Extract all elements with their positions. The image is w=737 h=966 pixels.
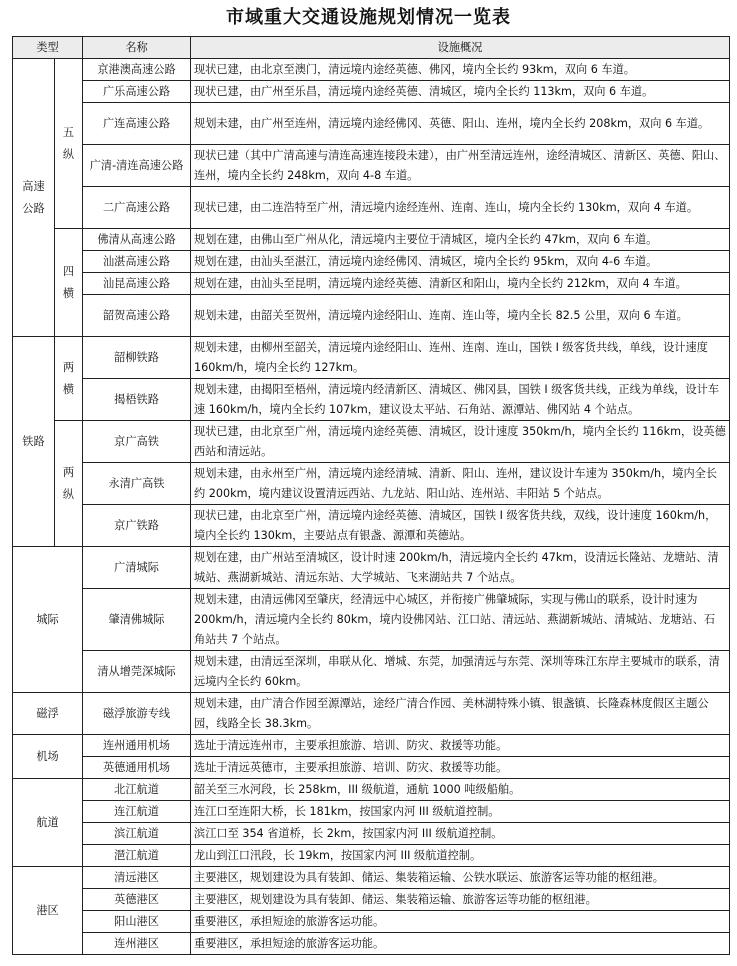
category-label: 磁浮 — [36, 706, 59, 720]
category-railway — [13, 337, 55, 547]
facility-desc: 规划未建，由揭阳至梧州，清远境内经清新区、清城区、佛冈县，国铁 I 级客货共线，正线为单线，设计车速 160km/h，境内全长约 107km，建议设太平站、石角站、源潭站、佛冈站 4 个站点。 — [191, 379, 730, 421]
category-label: 航道 — [36, 815, 59, 829]
table-row — [13, 589, 730, 651]
facility-desc: 重要港区，承担短途的旅游客运功能。 — [191, 911, 730, 933]
table-row — [13, 933, 730, 955]
facility-name: 韶柳铁路 — [83, 337, 191, 379]
header-name: 名称 — [83, 37, 191, 59]
facility-desc: 规划未建，由清远至深圳，串联从化、增城、东莞，加强清远与东莞、深圳等珠江东岸主要城市的联系，清远境内全长约 60km。 — [191, 651, 730, 693]
category-label: 机场 — [36, 749, 59, 763]
facility-name: 汕昆高速公路 — [83, 273, 191, 295]
table-row — [13, 867, 730, 889]
table-row — [13, 81, 730, 103]
facility-desc: 现状已建，由二连浩特至广州，清远境内途经连州、连南、连山，境内全长约 130km，双向 4 车道。 — [191, 187, 730, 229]
facility-name: 英德港区 — [83, 889, 191, 911]
table-row — [13, 273, 730, 295]
facility-name: 广连高速公路 — [83, 103, 191, 145]
facility-name: 揭梧铁路 — [83, 379, 191, 421]
facility-name: 汕湛高速公路 — [83, 251, 191, 273]
table-row — [13, 337, 730, 379]
document-title: 市域重大交通设施规划情况一览表 — [226, 7, 511, 28]
header-type: 类型 — [13, 37, 83, 59]
facility-name: 广清城际 — [83, 547, 191, 589]
facility-name: 滨江航道 — [83, 823, 191, 845]
facility-desc: 连江口至连阳大桥，长 181km，按国家内河 III 级航道控制。 — [191, 801, 730, 823]
table-row — [13, 421, 730, 463]
table-row — [13, 889, 730, 911]
table-row — [13, 735, 730, 757]
facility-desc: 现状已建，由广州至乐昌，清远境内途经英德、清城区，境内全长约 113km，双向 6 车道。 — [191, 81, 730, 103]
category-intercity — [13, 547, 83, 693]
table-row — [13, 379, 730, 421]
facility-name: 韶贺高速公路 — [83, 295, 191, 337]
table-row — [13, 845, 730, 867]
category-highway — [13, 59, 55, 337]
facility-name: 阳山港区 — [83, 911, 191, 933]
category-label: 港区 — [36, 903, 59, 917]
table-row — [13, 547, 730, 589]
table-row — [13, 251, 730, 273]
table-header-row — [13, 37, 730, 59]
facility-table — [12, 36, 730, 955]
table-row — [13, 757, 730, 779]
table-row — [13, 103, 730, 145]
category-label: 高速公路 — [22, 179, 45, 215]
table-row — [13, 229, 730, 251]
table-row — [13, 693, 730, 735]
facility-name: 磁浮旅游专线 — [83, 693, 191, 735]
table-row — [13, 801, 730, 823]
subgroup-label: 四横 — [62, 264, 75, 300]
table-row — [13, 651, 730, 693]
category-airport — [13, 735, 83, 779]
table-row — [13, 187, 730, 229]
facility-desc: 规划在建，由佛山至广州从化，清远境内主要位于清城区，境内全长约 47km，双向 6 车道。 — [191, 229, 730, 251]
facility-desc: 规划在建，由广州站至清城区，设计时速 200km/h，清远境内全长约 47km，设清远长隆站、龙塘站、清城站、燕湖新城站、清远东站、大学城站、飞来湖站共 7 个站点。 — [191, 547, 730, 589]
facility-desc: 规划未建，由广州至连州，清远境内途经佛冈、英德、阳山、连州，境内全长约 208km，双向 6 车道。 — [191, 103, 730, 145]
header-desc: 设施概况 — [191, 37, 730, 59]
facility-name: 连州港区 — [83, 933, 191, 955]
subgroup-liangheng — [55, 337, 83, 421]
facility-desc: 规划在建，由汕头至昆明，清远境内途经英德、清新区和阳山，境内全长约 212km，双向 4 车道。 — [191, 273, 730, 295]
table-row — [13, 911, 730, 933]
facility-name: 肇清佛城际 — [83, 589, 191, 651]
facility-name: 广乐高速公路 — [83, 81, 191, 103]
facility-name: 连州通用机场 — [83, 735, 191, 757]
table-row — [13, 463, 730, 505]
category-port — [13, 867, 83, 955]
category-waterway — [13, 779, 83, 867]
category-label: 铁路 — [22, 434, 45, 448]
subgroup-siheng — [55, 229, 83, 337]
facility-desc: 滨江口至 354 省道桥，长 2km，按国家内河 III 级航道控制。 — [191, 823, 730, 845]
facility-name: 京广铁路 — [83, 505, 191, 547]
facility-desc: 现状已建，由北京至广州，清远境内途经英德、清城区，国铁 I 级客货共线，双线，设计速度 160km/h，境内全长约 130km，主要站点有银盏、源潭和英德站。 — [191, 505, 730, 547]
facility-desc: 规划未建，由柳州至韶关，清远境内途经阳山、连州、连南、连山，国铁 I 级客货共线，单线，设计速度 160km/h，境内全长约 127km。 — [191, 337, 730, 379]
table-row — [13, 295, 730, 337]
facility-desc: 主要港区，规划建设为具有装卸、储运、集装箱运输、旅游客运等功能的枢纽港。 — [191, 889, 730, 911]
table-row — [13, 59, 730, 81]
facility-desc: 主要港区，规划建设为具有装卸、储运、集装箱运输、公铁水联运、旅游客运等功能的枢纽港。 — [191, 867, 730, 889]
facility-name: 京广高铁 — [83, 421, 191, 463]
subgroup-label: 两横 — [62, 360, 75, 396]
facility-desc: 现状已建（其中广清高速与清连高速连接段未建），由广州至清远连州，途经清城区、清新区、英德、阳山、连州，境内全长约 248km，双向 4-8 车道。 — [191, 145, 730, 187]
facility-desc: 现状已建，由北京至澳门，清远境内途经英德、佛冈，境内全长约 93km，双向 6 车道。 — [191, 59, 730, 81]
subgroup-wuzong — [55, 59, 83, 229]
facility-name: 清远港区 — [83, 867, 191, 889]
facility-desc: 选址于清远连州市，主要承担旅游、培训、防灾、救援等功能。 — [191, 735, 730, 757]
facility-name: 北江航道 — [83, 779, 191, 801]
facility-desc: 规划未建，由广清合作园至源潭站，途经广清合作园、美林湖特殊小镇、银盏镇、长隆森林度假区主题公园，线路全长 38.3km。 — [191, 693, 730, 735]
facility-name: 清从增莞深城际 — [83, 651, 191, 693]
facility-name: 永清广高铁 — [83, 463, 191, 505]
facility-name: 京港澳高速公路 — [83, 59, 191, 81]
facility-name: 连江航道 — [83, 801, 191, 823]
table-row — [13, 823, 730, 845]
table-row — [13, 145, 730, 187]
facility-desc: 重要港区，承担短途的旅游客运功能。 — [191, 933, 730, 955]
facility-desc: 现状已建，由北京至广州，清远境内途经英德、清城区，设计速度 350km/h，境内全长约 116km，设英德西站和清远站。 — [191, 421, 730, 463]
subgroup-liangzong — [55, 421, 83, 547]
facility-desc: 规划未建，由清远佛冈至肇庆，经清远中心城区，并衔接广佛肇城际，实现与佛山的联系，设计时速为 200km/h，清远境内全长约 80km，境内设佛冈站、江口站、清远站、燕湖新城站、清城站、龙塘站、石角站共 7 个站点。 — [191, 589, 730, 651]
facility-desc: 韶关至三水河段，长 258km，III 级航道，通航 1000 吨级船舶。 — [191, 779, 730, 801]
category-label: 城际 — [36, 612, 59, 626]
category-maglev — [13, 693, 83, 735]
facility-desc: 规划在建，由汕头至湛江，清远境内途经佛冈、清城区，境内全长约 95km，双向 4-6 车道。 — [191, 251, 730, 273]
facility-name: 广清-清连高速公路 — [83, 145, 191, 187]
table-row — [13, 779, 730, 801]
subgroup-label: 两纵 — [62, 465, 75, 501]
table-row — [13, 505, 730, 547]
facility-desc: 规划未建，由韶关至贺州，清远境内途经阳山、连南、连山等，境内全长 82.5 公里，双向 6 车道。 — [191, 295, 730, 337]
facility-name: 二广高速公路 — [83, 187, 191, 229]
facility-desc: 选址于清远英德市，主要承担旅游、培训、防灾、救援等功能。 — [191, 757, 730, 779]
facility-name: 英德通用机场 — [83, 757, 191, 779]
subgroup-label: 五纵 — [62, 125, 75, 161]
facility-desc: 龙山到江口汛段，长 19km，按国家内河 III 级航道控制。 — [191, 845, 730, 867]
facility-desc: 规划未建，由永州至广州，清远境内途经清城、清新、阳山、连州，建议设计车速为 350km/h，境内全长约 200km，境内建议设置清远西站、九龙站、阳山站、连州站、丰阳站 5 个站点。 — [191, 463, 730, 505]
facility-name: 佛清从高速公路 — [83, 229, 191, 251]
facility-name: 潖江航道 — [83, 845, 191, 867]
